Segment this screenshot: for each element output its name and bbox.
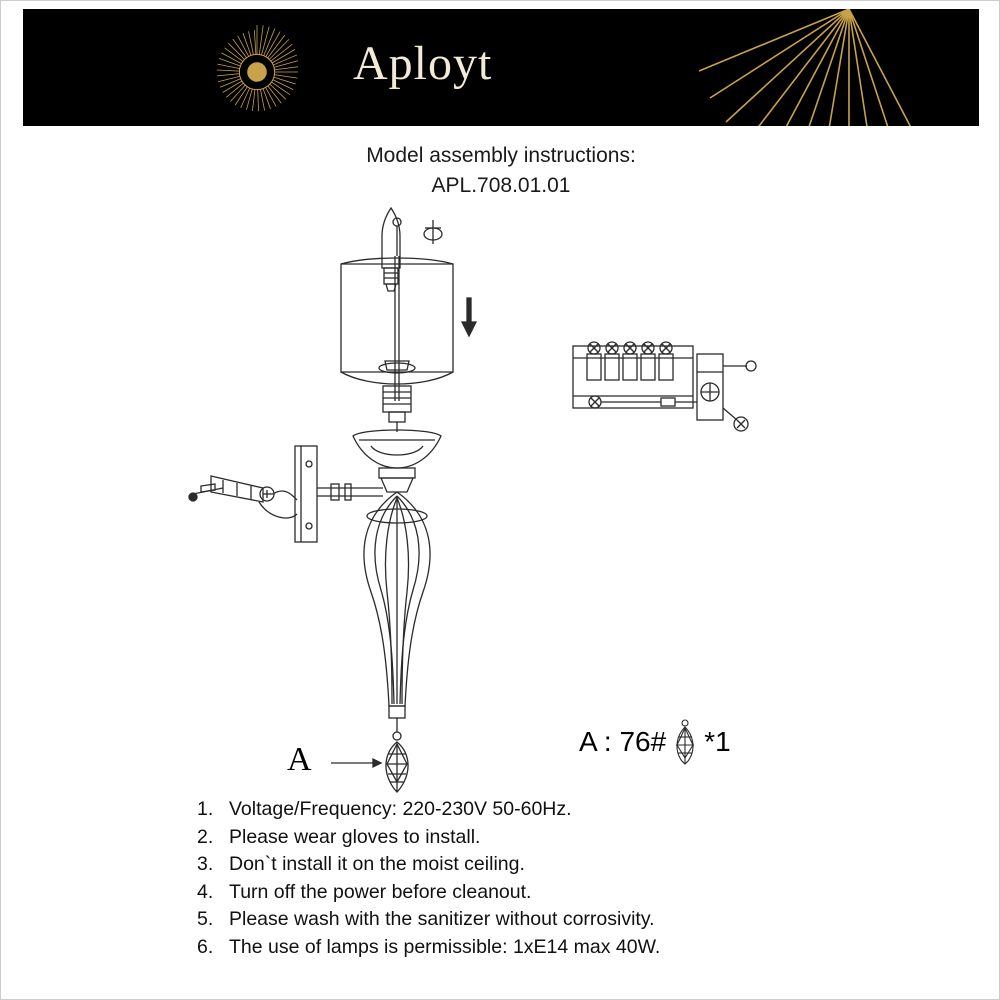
list-item (197, 851, 897, 879)
note-number: 3. (197, 853, 214, 875)
terminal-block-icon (573, 342, 756, 431)
list-item (197, 879, 897, 907)
note-number: 5. (197, 908, 214, 930)
note-text: Please wash with the sanitizer without corrosivity. (229, 908, 655, 930)
brand-wordmark: Aployt (353, 37, 493, 90)
note-text: Voltage/Frequency: 220-230V 50-60Hz. (229, 798, 572, 820)
lamp-shade-icon (341, 258, 453, 384)
decorative-cup-icon (353, 430, 441, 492)
list-item (197, 906, 897, 934)
part-callout (579, 719, 731, 765)
sunburst-corner-icon (699, 9, 979, 126)
note-text: The use of lamps is permissible: 1xE14 max 40W. (229, 935, 661, 958)
note-number: 1. (197, 798, 214, 820)
crystal-pendant-icon (386, 732, 408, 792)
assembly-diagram (1, 196, 1000, 796)
title-line-1: Model assembly instructions: (366, 144, 636, 167)
part-callout-label: A : 76# (579, 726, 667, 757)
callout-letter-a: A (287, 741, 312, 778)
crystal-pendant-icon (672, 719, 698, 765)
note-text: Please wear gloves to install. (229, 825, 481, 848)
bulb-marker-icon (424, 220, 442, 244)
list-item (197, 824, 897, 852)
wall-bracket-icon (211, 476, 297, 518)
glass-body-icon (364, 492, 430, 732)
part-quantity: *1 (704, 726, 731, 757)
sunburst-icon (208, 23, 306, 121)
list-item (197, 796, 897, 824)
notes-list (197, 796, 897, 961)
lamp-socket-icon (383, 386, 411, 432)
down-arrow-icon (462, 298, 476, 336)
wall-plate-icon (295, 446, 317, 542)
callout-leader-line (331, 759, 381, 767)
note-text: Turn off the power before cleanout. (229, 880, 532, 903)
note-number: 6. (197, 935, 214, 958)
note-number: 2. (197, 825, 214, 848)
title-line-2: APL.708.01.01 (431, 174, 571, 197)
note-text: Don`t install it on the moist ceiling. (229, 853, 525, 875)
screw-icon (189, 484, 223, 501)
page-title (1, 141, 1000, 201)
note-number: 4. (197, 880, 214, 903)
header-banner (23, 9, 979, 126)
list-item (197, 934, 897, 962)
wall-arm-icon (317, 484, 383, 500)
